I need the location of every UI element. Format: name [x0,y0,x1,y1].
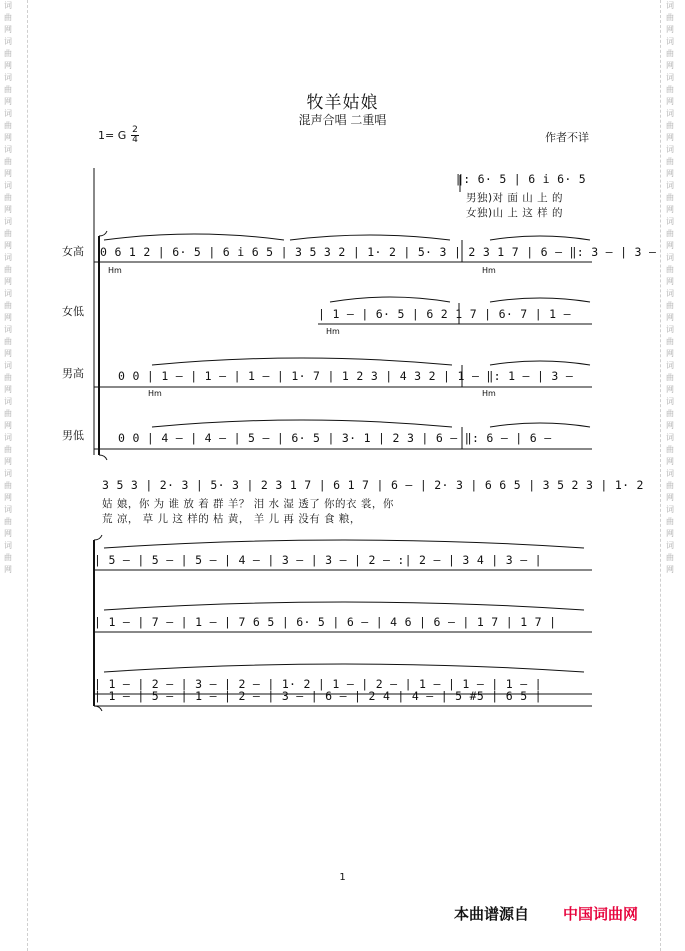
alto-hm-1: Hm [326,327,340,336]
page-number: 1 [339,872,346,883]
source-site-link[interactable]: 中国词曲网 [563,905,639,923]
tenor-notes-1: 0 0 | 1 – | 1 – | 1 – | 1· 7 | 1 2 3 | 4 3 2 | 1 – ‖: 1 – | 3 – [118,369,574,383]
melody-notes-2: 3 5 3 | 2· 3 | 5· 3 | 2 3 1 7 | 6 1 7 | 6 – | 2· 3 | 6 6 5 | 3 5 2 3 | 1· 2 [102,478,644,492]
bass-notes-1: 0 0 | 4 – | 4 – | 5 – | 6· 5 | 3· 1 | 2 3 | 6 – ‖: 6 – | 6 – [118,431,552,445]
time-signature-bottom: 4 [132,135,138,145]
tenor-notes-2: | 1 – | 2 – | 3 – | 2 – | 1· 2 | 1 – | 2 – | 1 – | 1 – | 1 – | [94,677,542,691]
part-label-tenor: 男高 [62,367,84,380]
intro-lyric-verse1: 男独)对 面 山 上 的 [466,192,563,204]
time-signature-top: 2 [132,125,138,135]
intro-lyric-verse2: 女独)山 上 这 样 的 [466,207,563,219]
bass-notes-2: | 1 – | 5 – | 1 – | 2 – | 3 – | 6 – | 2 4 | 4 – | 5 #5 | 6 5 | [94,689,542,703]
source-label: 本曲谱源自 [454,905,530,923]
tenor-hm-1: Hm [148,389,162,398]
soprano-hm-2: Hm [482,266,496,275]
score-title: 牧羊姑娘 [306,93,379,113]
soprano-notes-2: | 5 – | 5 – | 5 – | 4 – | 3 – | 3 – | 2 – :| 2 – | 3 4 | 3 – | [94,553,542,567]
composer: 作者不详 [545,131,589,144]
part-label-bass: 男低 [62,429,84,442]
key-signature: 1= G [98,129,127,142]
lyric-verse1: 姑 娘，你 为 谁 放 着 群 羊？ 泪 水 湿 透了 你的衣 裳，你 [102,498,394,510]
watermark-left: 词曲网词曲网词曲网词曲网词曲网词曲网词曲网词曲网词曲网词曲网词曲网词曲网词曲网词曲网词曲网词曲网 [4,1,12,574]
part-label-soprano: 女高 [62,245,84,258]
alto-notes-1: | 1 – | 6· 5 | 6 2 1 7 | 6· 7 | 1 – [318,307,571,321]
tenor-hm-2: Hm [482,389,496,398]
watermark-right: 词曲网词曲网词曲网词曲网词曲网词曲网词曲网词曲网词曲网词曲网词曲网词曲网词曲网词曲网词曲网词曲网 [666,1,674,574]
soprano-notes-1: 0 6 1 2 | 6· 5 | 6 i 6 5 | 3 5 3 2 | 1· 2 | 5· 3 | 2 3 1 7 | 6 – ‖: 3 – | 3 – [100,245,657,259]
lyric-verse2: 荒 凉， 草 儿 这 样的 枯 黄， 羊 儿 再 没有 食 粮， [102,513,361,525]
soprano-hm-1: Hm [108,266,122,275]
score-subtitle: 混声合唱 二重唱 [298,113,387,127]
intro-solo-notes: ‖: 6· 5 | 6 i 6· 5 [456,172,587,186]
alto-notes-2: | 1 – | 7 – | 1 – | 7 6 5 | 6· 5 | 6 – | 4 6 | 6 – | 1 7 | 1 7 | [94,615,557,629]
part-label-alto: 女低 [62,305,84,318]
